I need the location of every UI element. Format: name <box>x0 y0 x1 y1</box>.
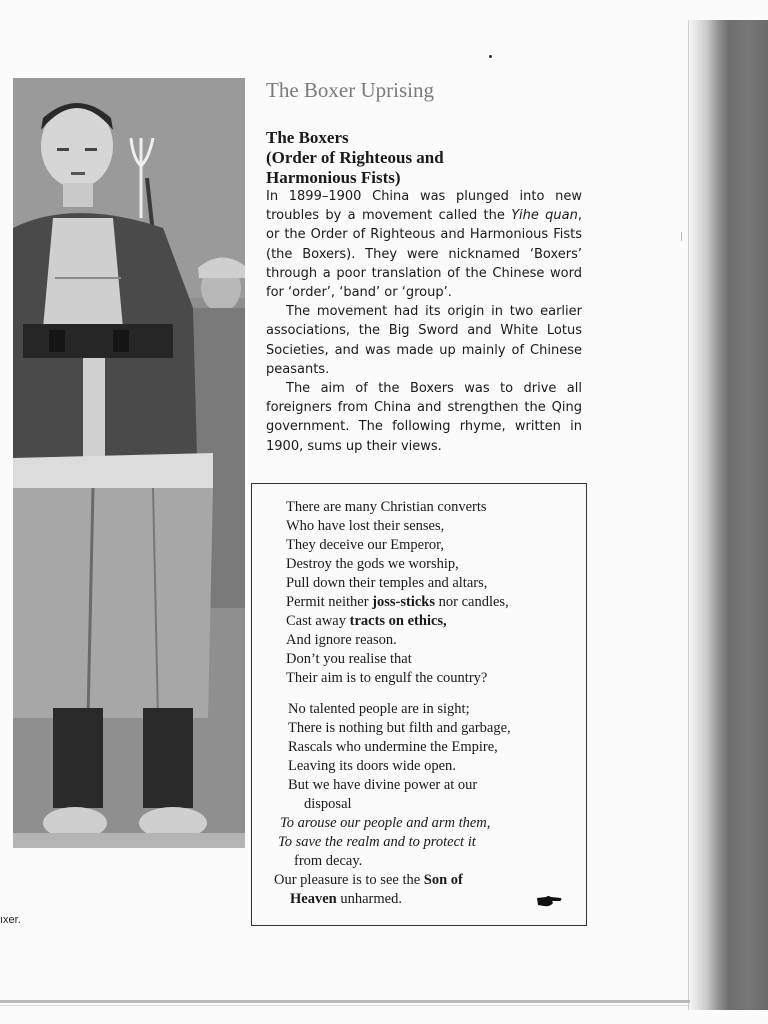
body-text <box>266 187 582 456</box>
rhyme-line: There are many Christian converts <box>286 499 487 515</box>
glossary-term: joss-sticks <box>372 594 436 610</box>
page-bottom-edge-line <box>0 1005 690 1006</box>
pointing-hand-icon <box>536 893 562 909</box>
rhyme-text: unharmed. <box>336 891 402 907</box>
rhyme-line: They deceive our Emperor, <box>286 537 445 553</box>
heading-line: Harmonious Fists) <box>266 168 401 187</box>
emphasis-yihe-quan: Yihe quan <box>511 208 578 224</box>
paragraph-3: The aim of the Boxers was to drive all foreigners from China and strengthen the Qing government. The following rhyme, written in 1900, sums up their views. <box>266 381 582 454</box>
page-title: The Boxer Uprising <box>266 78 434 102</box>
paragraph-1 <box>266 187 582 302</box>
rhyme-text: Cast away <box>286 613 350 629</box>
photo-caption-fragment: ıxer. <box>0 914 21 926</box>
rhyme-line: Who have lost their senses, <box>286 518 445 534</box>
heading-line: (Order of Righteous and <box>266 148 444 167</box>
print-mark <box>681 232 682 241</box>
section-heading <box>266 128 596 188</box>
glossary-term: Son of <box>423 872 463 888</box>
rhyme-line: Destroy the gods we worship, <box>286 556 459 572</box>
heading-line: The Boxers <box>266 128 349 147</box>
rhyme-line: from decay. <box>294 853 363 869</box>
rhyme-line: Leaving its doors wide open. <box>288 758 456 774</box>
stanza-break <box>252 688 588 700</box>
rhyme-line <box>252 593 588 612</box>
page-bottom-edge <box>0 1000 690 1003</box>
paragraph-text: In 1899–1900 China was plunged into new troubles by a movement called the <box>266 189 582 224</box>
rhyme-line: And ignore reason. <box>286 632 397 648</box>
rhyme-line: There is nothing but filth and garbage, <box>288 720 511 736</box>
rhyme-text: nor candles, <box>435 594 509 610</box>
rhyme-line: Their aim is to engulf the country? <box>286 670 488 686</box>
boxer-photograph <box>13 78 245 848</box>
rhyme-line <box>252 871 588 890</box>
glossary-term: tracts on ethics, <box>349 613 447 629</box>
rhyme <box>252 498 588 909</box>
book-page-edge <box>688 20 768 1010</box>
paragraph-text: , or the Order of Righteous and Harmonious Fists (the Boxers). They were nicknamed ‘Boxers’ through a poor translation of the Chinese word for ‘order’, ‘band’ or ‘group’. <box>266 208 583 301</box>
rhyme-line: To save the realm and to protect it <box>278 834 476 850</box>
rhyme-line: To arouse our people and arm them, <box>280 815 491 831</box>
rhyme-line: Pull down their temples and altars, <box>286 575 488 591</box>
rhyme-text: Permit neither <box>286 594 373 610</box>
rhyme-text: Our pleasure is to see the <box>274 872 424 888</box>
rhyme-line: disposal <box>304 796 352 812</box>
rhyme-line: No talented people are in sight; <box>288 701 470 717</box>
print-speck <box>489 55 492 58</box>
rhyme-line: Rascals who undermine the Empire, <box>288 739 498 755</box>
rhyme-line <box>252 612 588 631</box>
rhyme-line: Don’t you realise that <box>286 651 412 667</box>
paragraph-2: The movement had its origin in two earlier associations, the Big Sword and White Lotus Societies, and was made up mainly of Chinese peasants. <box>266 304 582 377</box>
rhyme-box <box>251 483 587 926</box>
rhyme-line: But we have divine power at our <box>288 777 478 793</box>
glossary-term: Heaven <box>290 891 337 907</box>
